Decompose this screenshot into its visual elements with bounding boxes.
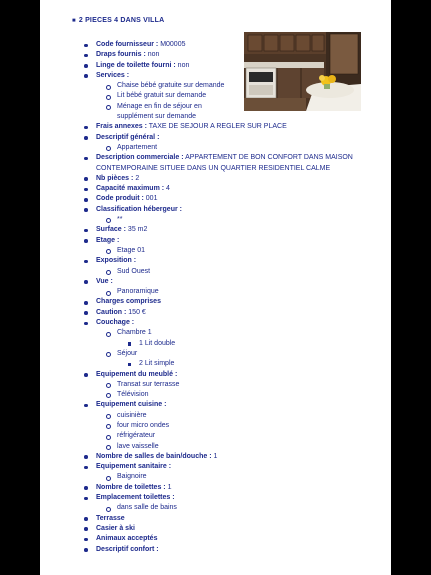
item-value: Appartement xyxy=(117,143,158,151)
item-key: Nb pièces : xyxy=(96,174,134,182)
list-item xyxy=(40,524,391,534)
item-key: Casier à ski xyxy=(96,524,135,532)
list-item xyxy=(40,534,391,544)
item-key: Capacité maximum : xyxy=(96,185,165,193)
item-key: Classification hébergeur : xyxy=(96,205,182,213)
item-value: 1 Lit double xyxy=(139,339,176,347)
item-key: Emplacement toilettes : xyxy=(96,494,175,502)
item-value: Lit bébé gratuit sur demande xyxy=(117,92,207,100)
list-item xyxy=(40,328,391,338)
list-item xyxy=(40,514,391,524)
item-value: Chaise bébé gratuite sur demande xyxy=(117,82,225,90)
list-item xyxy=(40,102,391,112)
list-item xyxy=(40,143,391,153)
item-value: non xyxy=(177,61,190,69)
item-value: 2 xyxy=(135,174,140,182)
item-value: non xyxy=(147,51,160,59)
list-item xyxy=(40,421,391,431)
item-key: Description commerciale : xyxy=(96,154,184,162)
page-title xyxy=(72,17,164,24)
list-item xyxy=(40,267,391,277)
list-item xyxy=(40,174,391,184)
item-value: 150 € xyxy=(128,308,146,316)
list-item xyxy=(40,133,391,143)
item-key: Nombre de salles de bain/douche : xyxy=(96,452,212,460)
list-item xyxy=(40,308,391,318)
item-key: Services : xyxy=(96,71,130,79)
item-key: Surface : xyxy=(96,226,126,234)
item-key: Animaux acceptés xyxy=(96,535,158,543)
item-value: Baignoire xyxy=(117,473,147,481)
item-value: 4 xyxy=(166,185,170,193)
list-item xyxy=(40,122,391,132)
list-item xyxy=(40,380,391,390)
item-value: Chambre 1 xyxy=(117,329,152,337)
list-item xyxy=(40,431,391,441)
list-item xyxy=(40,390,391,400)
item-value: Ménage en fin de séjour en xyxy=(117,102,202,110)
list-item xyxy=(40,493,391,503)
item-value: M00005 xyxy=(160,41,186,48)
list-item xyxy=(40,359,391,369)
list-item xyxy=(40,400,391,410)
list-item xyxy=(40,153,391,174)
item-value: 001 xyxy=(145,195,158,203)
listing-details xyxy=(40,40,391,555)
list-item xyxy=(40,256,391,266)
list-item xyxy=(40,91,391,101)
list-item xyxy=(40,297,391,307)
item-value: cuisinière xyxy=(117,411,147,419)
item-key: Nombre de toilettes : xyxy=(96,483,166,491)
list-item xyxy=(40,411,391,421)
item-key: Code produit : xyxy=(96,195,144,203)
list-item xyxy=(40,205,391,215)
list-item xyxy=(40,236,391,246)
item-key: Caution : xyxy=(96,308,127,316)
list-item xyxy=(40,472,391,482)
list-item xyxy=(40,246,391,256)
item-key: Frais annexes : xyxy=(96,123,147,131)
list-item xyxy=(40,483,391,493)
item-key: Equipement cuisine : xyxy=(96,401,167,409)
item-value: Etage 01 xyxy=(117,246,146,254)
item-value: Transat sur terrasse xyxy=(117,380,180,388)
item-value: dans salle de bains xyxy=(117,504,177,512)
list-item xyxy=(40,40,391,50)
item-key: Descriptif confort : xyxy=(96,545,159,553)
list-item xyxy=(40,339,391,349)
item-value: 35 m2 xyxy=(127,226,148,234)
item-value: APPARTEMENT DE BON CONFORT DANS MAISON CONTEMPORAINE SITUEE DANS UN QUARTIER RESIDENTIEL CALME xyxy=(96,154,353,172)
item-key: Draps fournis : xyxy=(96,51,146,59)
list-item xyxy=(40,81,391,91)
list-item xyxy=(40,545,391,555)
list-item xyxy=(40,349,391,359)
list-item xyxy=(40,112,391,122)
list-item xyxy=(40,184,391,194)
item-key: Linge de toilette fourni : xyxy=(96,61,176,69)
item-value: 1 xyxy=(213,452,218,460)
item-value: supplément sur demande xyxy=(117,113,196,121)
item-value: réfrigérateur xyxy=(117,432,156,440)
list-item xyxy=(40,452,391,462)
list-item xyxy=(40,318,391,328)
list-item xyxy=(40,287,391,297)
item-value: 1 xyxy=(167,483,172,491)
document-page xyxy=(40,0,391,575)
item-value: ** xyxy=(117,216,123,224)
item-value: Séjour xyxy=(117,349,138,357)
item-value: lave vaisselle xyxy=(117,442,159,450)
item-key: Charges comprises xyxy=(96,298,161,306)
list-item xyxy=(40,442,391,452)
list-item xyxy=(40,277,391,287)
list-item xyxy=(40,194,391,204)
list-item xyxy=(40,50,391,60)
item-value: Panoramique xyxy=(117,288,159,296)
item-key: Code fournisseur : xyxy=(96,41,159,48)
title-marker-icon: ■ xyxy=(72,18,76,24)
item-key: Couchage : xyxy=(96,319,135,327)
list-item xyxy=(40,370,391,380)
item-value: Télévision xyxy=(117,391,149,399)
list-item xyxy=(40,71,391,81)
item-key: Equipement sanitaire : xyxy=(96,463,172,471)
item-key: Equipement du meublé : xyxy=(96,370,178,378)
list-item xyxy=(40,61,391,71)
item-key: Descriptif général : xyxy=(96,133,160,141)
item-value: 2 Lit simple xyxy=(139,360,175,368)
list-item xyxy=(40,215,391,225)
item-value: Sud Ouest xyxy=(117,267,151,275)
page-title-text: 2 PIECES 4 DANS VILLA xyxy=(78,17,165,24)
list-item xyxy=(40,462,391,472)
item-key: Vue : xyxy=(96,277,113,285)
item-value: TAXE DE SEJOUR A REGLER SUR PLACE xyxy=(148,123,287,131)
list-item xyxy=(40,503,391,513)
item-key: Terrasse xyxy=(96,514,125,522)
item-key: Exposition : xyxy=(96,257,137,265)
item-value: four micro ondes xyxy=(117,421,170,429)
list-item xyxy=(40,225,391,235)
item-key: Etage : xyxy=(96,236,120,244)
